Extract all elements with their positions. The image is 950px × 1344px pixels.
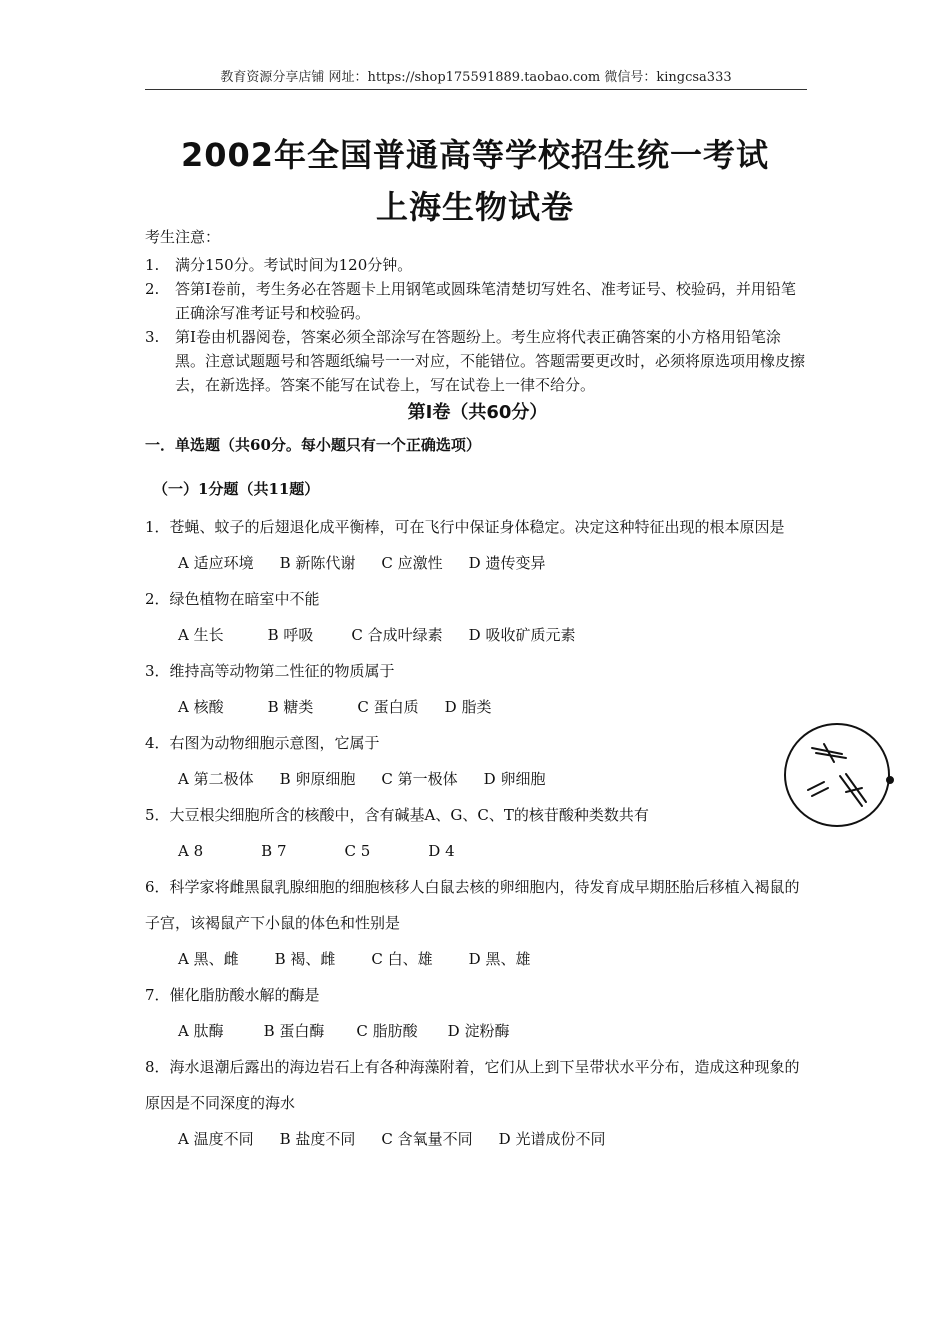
option: C 脂肪酸 bbox=[356, 1022, 418, 1040]
option: C 含氧量不同 bbox=[381, 1130, 473, 1148]
option: B 卵原细胞 bbox=[279, 770, 356, 788]
notice-text: 答第Ⅰ卷前，考生务必在答题卡上用钢笔或圆珠笔清楚切写姓名、准考证号、校验码，并用铅笔正确涂写准考证号和校验码。 bbox=[175, 280, 796, 322]
question-text bbox=[145, 869, 810, 941]
question-number: 2． bbox=[145, 590, 170, 608]
question-number: 6． bbox=[145, 878, 170, 896]
option: B 糖类 bbox=[267, 698, 314, 716]
option: B 褐、雌 bbox=[274, 950, 336, 968]
question-stem: 海水退潮后露出的海边岩石上有各种海藻附着，它们从上到下呈带状水平分布，造成这种现象的原因是不同深度的海水 bbox=[145, 1058, 800, 1112]
option-row bbox=[145, 1121, 810, 1157]
option-row bbox=[145, 833, 810, 869]
option: B 新陈代谢 bbox=[279, 554, 356, 572]
question-text bbox=[145, 653, 810, 689]
option: D 遗传变异 bbox=[468, 554, 546, 572]
chromosome-small-left bbox=[808, 782, 828, 796]
question-list bbox=[145, 509, 810, 1157]
option: A 适应环境 bbox=[178, 554, 254, 572]
option-row bbox=[145, 689, 810, 725]
option: D 卵细胞 bbox=[483, 770, 546, 788]
question-stem: 科学家将雌黑鼠乳腺细胞的细胞核移人白鼠去核的卵细胞内，待发育成早期胚胎后移植入褐鼠的子宫，该褐鼠产下小鼠的体色和性别是 bbox=[145, 878, 800, 932]
page-header: 教育资源分享店铺 网址：https://shop175591889.taobao.com 微信号：kingcsa333 bbox=[145, 66, 807, 90]
option: A 黑、雌 bbox=[178, 950, 239, 968]
chromosome-pair-top bbox=[812, 744, 846, 762]
question-stem: 催化脂肪酸水解的酶是 bbox=[169, 986, 320, 1004]
question-text bbox=[145, 725, 810, 761]
exam-subtitle: 上海生物试卷 bbox=[375, 188, 574, 226]
question-text bbox=[145, 1049, 810, 1121]
question-number: 4． bbox=[145, 734, 170, 752]
question-number: 5． bbox=[145, 806, 170, 824]
notice-text: 第Ⅰ卷由机器阅卷，答案必须全部涂写在答题纷上。考生应将代表正确答案的小方格用铅笔涂黑。注意试题题号和答题纸编号一一对应，不能错位。答题需要更改时，必须将原选项用橡皮擦去，在新选择。答案不能写在试卷上，写在试卷上一律不给分。 bbox=[175, 328, 806, 394]
option: D 光谱成份不同 bbox=[498, 1130, 606, 1148]
notice-heading: 考生注意： bbox=[145, 228, 221, 246]
question-stem: 苍蝇、蚊子的后翅退化成平衡棒，可在飞行中保证身体稳定。决定这种特征出现的根本原因是 bbox=[169, 518, 785, 536]
option-row bbox=[145, 617, 810, 653]
question-text bbox=[145, 977, 810, 1013]
animal-cell-diagram bbox=[782, 718, 900, 830]
question-text bbox=[145, 509, 810, 545]
option: A 生长 bbox=[178, 626, 224, 644]
option-row bbox=[145, 1013, 810, 1049]
option: A 第二极体 bbox=[178, 770, 254, 788]
option: A 8 bbox=[178, 842, 204, 860]
option-row bbox=[145, 545, 810, 581]
option: B 蛋白酶 bbox=[263, 1022, 325, 1040]
option: A 肽酶 bbox=[178, 1022, 224, 1040]
question-stem: 维持高等动物第二性征的物质属于 bbox=[169, 662, 395, 680]
option: D 淀粉酶 bbox=[447, 1022, 510, 1040]
polar-body bbox=[887, 777, 893, 783]
option: C 白、雄 bbox=[371, 950, 433, 968]
option: D 脂类 bbox=[444, 698, 492, 716]
question-number: 8． bbox=[145, 1058, 170, 1076]
option: C 5 bbox=[344, 842, 371, 860]
question-stem: 绿色植物在暗室中不能 bbox=[169, 590, 320, 608]
question-stem: 大豆根尖细胞所含的核酸中，含有碱基A、G、C、T的核苷酸种类数共有 bbox=[169, 806, 649, 824]
option: B 7 bbox=[261, 842, 287, 860]
option: C 蛋白质 bbox=[357, 698, 419, 716]
option: C 第一极体 bbox=[381, 770, 458, 788]
chromosome-pair-right bbox=[840, 774, 866, 806]
question-stem: 右图为动物细胞示意图，它属于 bbox=[169, 734, 380, 752]
notice-text: 满分150分。考试时间为120分钟。 bbox=[175, 256, 413, 274]
option: A 温度不同 bbox=[178, 1130, 254, 1148]
option: C 应激性 bbox=[381, 554, 443, 572]
notice-item bbox=[145, 325, 810, 397]
notice-number: 3. bbox=[145, 328, 160, 346]
cell-membrane bbox=[785, 724, 889, 826]
sub-title: （一）1分题（共11题） bbox=[153, 480, 320, 498]
option: D 黑、雄 bbox=[468, 950, 531, 968]
notice-number: 1. bbox=[145, 256, 160, 274]
option: B 呼吸 bbox=[267, 626, 314, 644]
option: A 核酸 bbox=[178, 698, 224, 716]
option: D 吸收矿质元素 bbox=[468, 626, 576, 644]
exam-content bbox=[145, 227, 810, 1157]
notice-item bbox=[145, 277, 810, 325]
notice-item bbox=[145, 253, 810, 277]
question-text bbox=[145, 581, 810, 617]
option: D 4 bbox=[428, 842, 455, 860]
notice-number: 2. bbox=[145, 280, 160, 298]
part-title: 一．单选题（共60分。每小题只有一个正确选项） bbox=[145, 436, 481, 454]
exam-title: 2002年全国普通高等学校招生统一考试 bbox=[180, 136, 770, 174]
option: B 盐度不同 bbox=[279, 1130, 356, 1148]
option: C 合成叶绿素 bbox=[351, 626, 443, 644]
section-title: 第Ⅰ卷（共60分） bbox=[407, 402, 548, 423]
question-text bbox=[145, 797, 810, 833]
question-number: 1． bbox=[145, 518, 170, 536]
question-number: 7． bbox=[145, 986, 170, 1004]
option-row bbox=[145, 941, 810, 977]
option-row bbox=[145, 761, 810, 797]
question-number: 3． bbox=[145, 662, 170, 680]
